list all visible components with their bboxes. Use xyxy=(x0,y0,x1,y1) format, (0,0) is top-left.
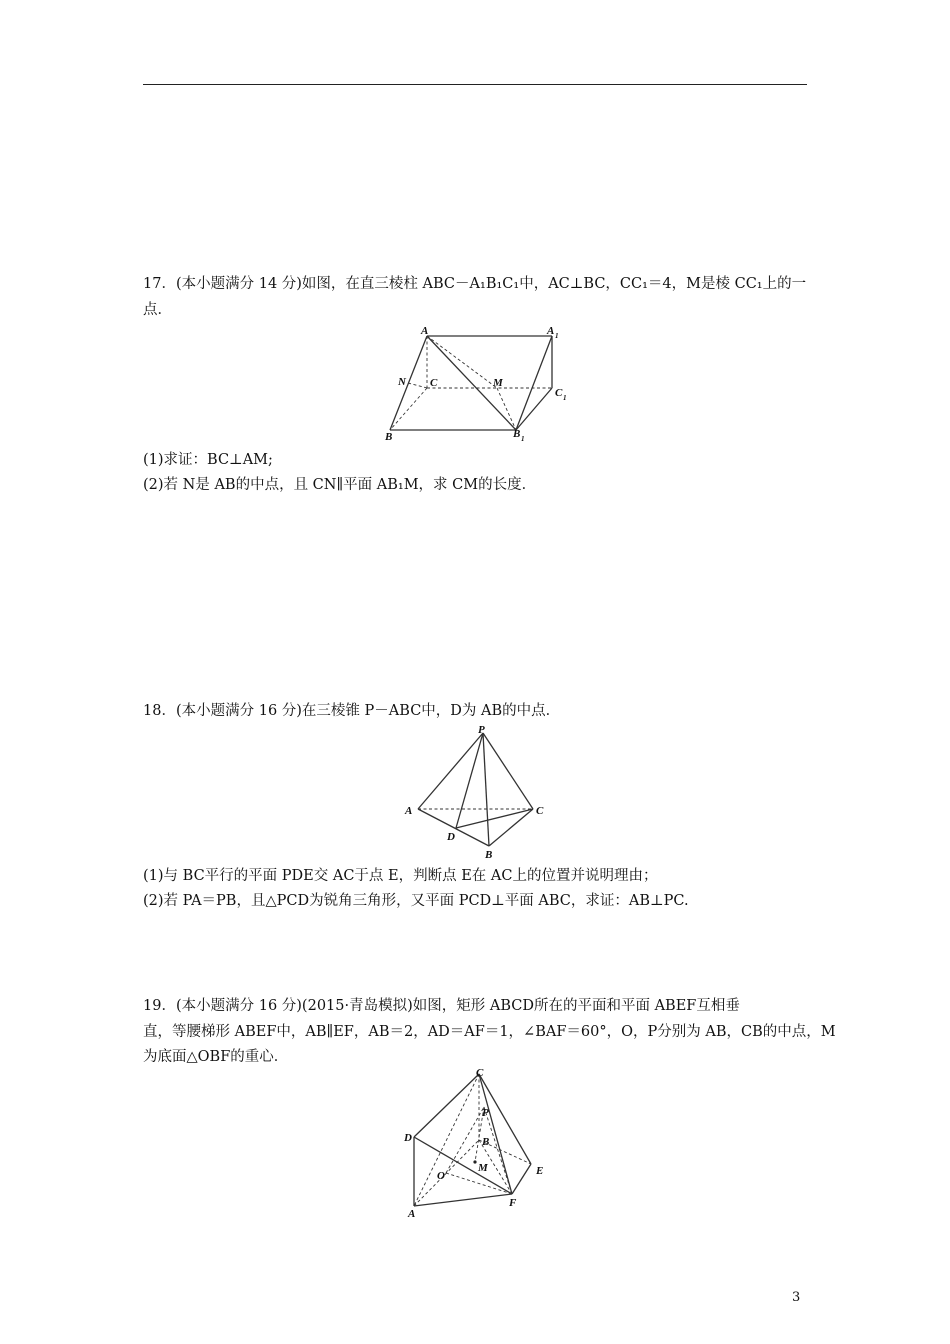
q19-centroid-dot xyxy=(473,1160,476,1163)
q18-label-b: B xyxy=(485,849,493,861)
q19-label-p: P xyxy=(482,1107,489,1119)
q17-label-a1-sub: 1 xyxy=(555,332,559,340)
q17-label-c: C xyxy=(430,377,438,389)
q17-label-a: A xyxy=(421,325,429,337)
q17-text-line1: 17．(本小题满分 14 分)如图，在直三棱柱 ABC－A₁B₁C₁中，AC⊥BC，CC₁＝4，M是棱 CC₁上的一 xyxy=(143,276,807,292)
q17-label-b1: B xyxy=(513,428,521,440)
q17-label-b1-sub: 1 xyxy=(521,435,525,443)
q19-label-b: B xyxy=(482,1136,490,1148)
q19-label-m: M xyxy=(478,1162,488,1174)
q17-text-line2: 点． xyxy=(143,302,172,318)
q19-text-line3: 为底面△OBF的重心． xyxy=(143,1049,289,1065)
q18-part1: (1)与 BC平行的平面 PDE交 AC于点 E，判断点 E在 AC上的位置并说明理由； xyxy=(143,868,658,884)
q17-part1: (1)求证：BC⊥AM; xyxy=(143,452,273,468)
q18-label-a: A xyxy=(405,805,413,817)
header-rule xyxy=(143,84,807,85)
q19-label-e: E xyxy=(536,1165,544,1177)
q17-label-n: N xyxy=(398,376,406,388)
q19-text-line2: 直，等腰梯形 ABEF中，AB∥EF，AB＝2，AD＝AF＝1，∠BAF＝60°，O，P分别为 AB，CB的中点，M xyxy=(143,1024,836,1040)
q19-label-d: D xyxy=(404,1132,412,1144)
q18-text-line1: 18．(本小题满分 16 分)在三棱锥 P－ABC中，D为 AB的中点． xyxy=(143,703,561,719)
q19-label-c: C xyxy=(476,1067,484,1079)
q17-label-c1-sub: 1 xyxy=(563,394,567,402)
q18-pyramid-figure xyxy=(400,722,560,862)
q17-label-b: B xyxy=(385,431,393,443)
q17-label-c1: C xyxy=(555,387,563,399)
q17-label-m: M xyxy=(493,377,503,389)
q19-label-o: O xyxy=(437,1170,445,1182)
q18-label-d: D xyxy=(447,831,455,843)
q17-part2: (2)若 N是 AB的中点，且 CN∥平面 AB₁M，求 CM的长度． xyxy=(143,477,537,493)
q18-label-p: P xyxy=(478,724,485,736)
page-number: 3 xyxy=(792,1290,801,1305)
q19-label-f: F xyxy=(509,1197,517,1209)
q17-label-a1: A xyxy=(547,325,555,337)
q19-label-a: A xyxy=(408,1208,416,1220)
q19-text-line1: 19．(本小题满分 16 分)(2015·青岛模拟)如图，矩形 ABCD所在的平面和平面 ABEF互相垂 xyxy=(143,998,740,1014)
q19-solid-figure xyxy=(395,1062,555,1222)
q18-part2: (2)若 PA＝PB，且△PCD为锐角三角形，又平面 PCD⊥平面 ABC，求证：AB⊥PC. xyxy=(143,893,689,909)
q18-label-c: C xyxy=(536,805,544,817)
q17-prism-figure xyxy=(380,322,580,447)
